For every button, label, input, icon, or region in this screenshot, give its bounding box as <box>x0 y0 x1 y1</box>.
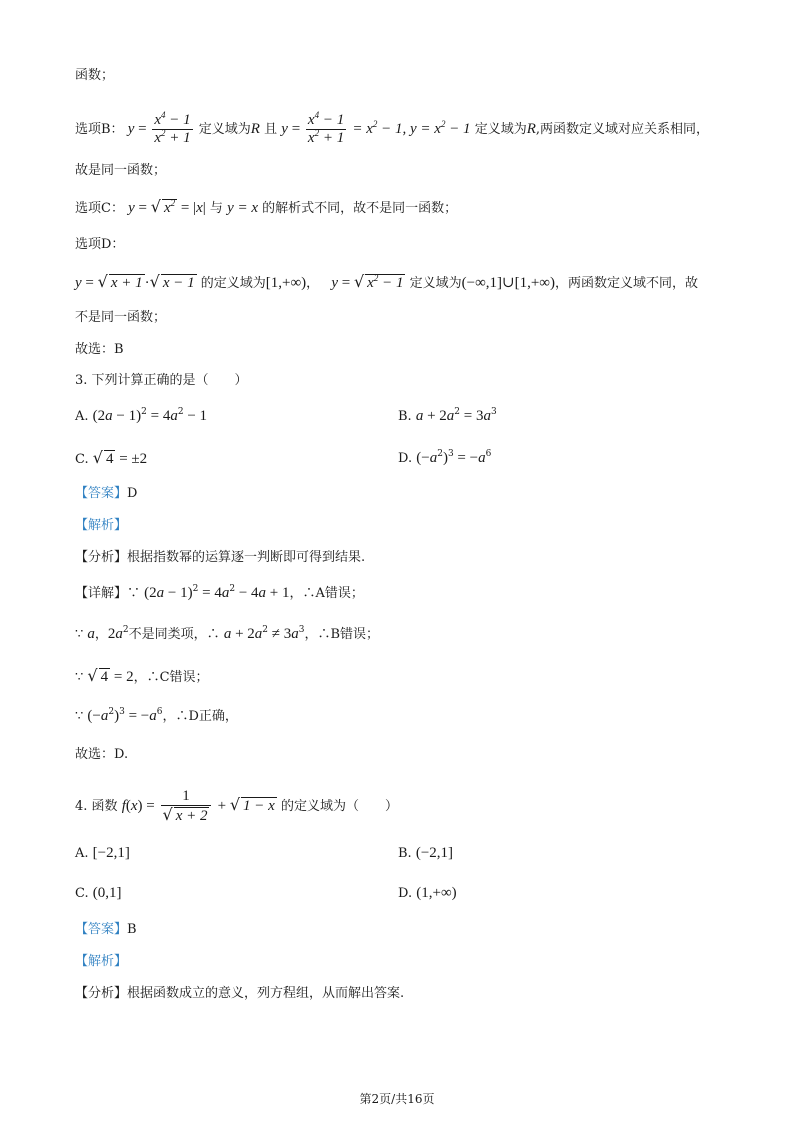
q4-fenxi: 【分析】根据函数成立的意义，列方程组，从而解出答案. <box>75 986 405 1001</box>
q3-analysis-heading: 【解析】 <box>75 518 128 533</box>
q4-option-a: A. [−2,1] <box>75 845 130 861</box>
fraction: $\frac{x^4 - 1}{x^2 + 1}$ <box>307 110 345 146</box>
text-line: 选项D： <box>75 237 125 252</box>
q3-detail-1: 【详解】∵ $(2a - 1)^2 = 4a^2 - 4a + 1$，∴A错误； <box>75 584 364 601</box>
q3-detail-3: ∵ √ 4 = 2，∴C错误； <box>75 666 209 685</box>
fraction: $\frac{1}{√ x + 2}$ <box>161 788 212 825</box>
text-line: 故是同一函数； <box>75 163 167 178</box>
q3-fenxi: 【分析】根据指数幂的运算逐一判断即可得到结果. <box>75 550 366 565</box>
q3-option-d: D. $(-a^2)^3 = -a^6$ <box>398 449 492 466</box>
text-line: 函数； <box>75 68 115 83</box>
q3-detail-4: ∵ $(-a^2)^3 = -a^6$，∴D正确， <box>75 707 238 724</box>
q4-answer: 【答案】B <box>75 922 137 937</box>
fraction: $\frac{x^4 - 1}{x^2 + 1}$ <box>154 110 191 146</box>
page-footer: 第2页/共16页 <box>359 1092 435 1106</box>
q3-option-a: A. $(2a - 1)^2 = 4a^2 - 1$ <box>75 407 208 424</box>
choose-line: 故选：B <box>75 342 124 357</box>
question-3-title: 3. 下列计算正确的是（ ） <box>75 373 248 388</box>
q4-option-b: B. (−2,1] <box>398 845 454 861</box>
question-4-title: 4. 函数 f(x) = $\frac{1}{√ x + 2}$ + √ 1 − x 的定义域为（ ） <box>75 788 398 824</box>
q3-answer: 【答案】D <box>75 486 138 501</box>
q3-detail-2: ∵ a，$2a^2$不是同类项，∴ $a + 2a^2 \ne 3a^3$，∴B错误； <box>75 625 380 642</box>
q4-option-c: C. (0,1] <box>75 885 122 901</box>
q3-option-c: C. √ 4 = ±2 <box>75 448 148 467</box>
q4-option-d: D. (1,+∞) <box>398 885 457 901</box>
option-d-explanation: y = √ x + 1 ·√ x − 1 的定义域为[1,+∞)， y = √ $x^2 - 1$ 定义域为(−∞,1]∪[1,+∞)，两函数定义域不同，故 <box>75 272 698 291</box>
option-c-explanation: 选项C： y = √ $x^2 = |x|$ 与 y = x 的解析式不同，故不是同一函数； <box>75 197 458 216</box>
q3-option-b: B. $a + 2a^2 = 3a^3$ <box>398 407 497 424</box>
q4-analysis-heading: 【解析】 <box>75 954 128 969</box>
option-b-explanation: 选项B： y = $\frac{x^4 - 1}{x^2 + 1}$ 定义域为R 且 y = $\frac{x^4 - 1}{x^2 + 1}$ = $x^2 - 1$, $y = x^2 - 1$ 定义域为R,两函数定义域对应关系相同， <box>75 110 710 146</box>
text-line: 不是同一函数； <box>75 310 167 325</box>
q3-choose: 故选：D. <box>75 747 129 762</box>
